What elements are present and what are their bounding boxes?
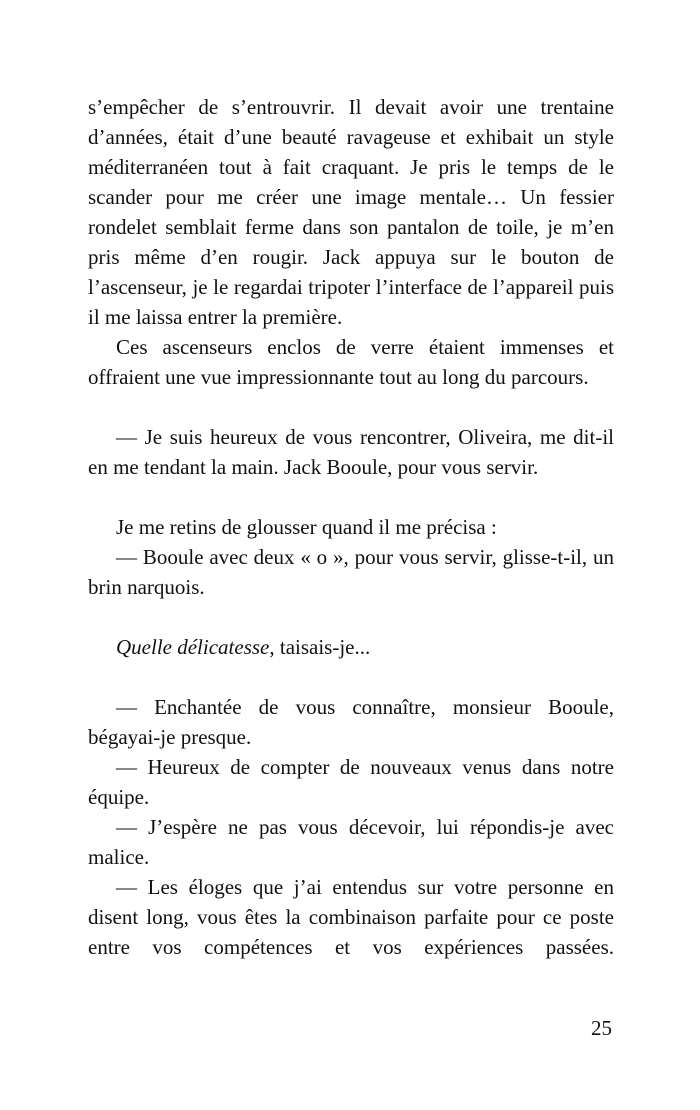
italic-thought: Quelle délicatesse (116, 635, 270, 659)
dialogue-esperer: — J’espère ne pas vous décevoir, lui répondis-je avec malice. (88, 815, 614, 869)
dialogue-booule-two-o: — Booule avec deux « o », pour vous servir, glisse-t-il, un brin narquois. (88, 545, 614, 599)
italic-thought-line (88, 632, 614, 662)
page-number: 25 (591, 1016, 612, 1040)
dialogue-enchantee: — Enchantée de vous connaître, monsieur Booule, bégayai-je presque. (88, 695, 614, 749)
dialogue-heureux-equipe: — Heureux de compter de nouveaux venus dans notre équipe. (88, 755, 614, 809)
italic-thought-tail: , taisais-je... (269, 635, 371, 659)
dialogue-eloges: — Les éloges que j’ai entendus sur votre personne en disent long, vous êtes la combinaison parfaite pour ce poste entre vos compétences et vos expériences passées. (88, 875, 614, 959)
paragraph-glass-elevators: Ces ascenseurs enclos de verre étaient immenses et offraient une vue impressionnante tout au long du parcours. (88, 335, 614, 389)
paragraph-glousser: Je me retins de glousser quand il me précisa : (116, 515, 497, 539)
page-body (88, 92, 614, 962)
dialogue-jack-intro: — Je suis heureux de vous rencontrer, Oliveira, me dit-il en me tendant la main. Jack Booule, pour vous servir. (88, 425, 614, 479)
paragraph-elevator: s’empêcher de s’entrouvrir. Il devait avoir une trentaine d’années, était d’une beauté ravageuse et exhibait un style méditerranéen tout à fait craquant. Je pris le temps de le scander pour me créer une image mentale… Un fessier rondelet semblait ferme dans son pantalon de toile, je m’en pris même d’en rougir. Jack appuya sur le bouton de l’ascenseur, je le regardai tripoter l’interface de l’appareil puis il me laissa entrer la première. (88, 95, 614, 329)
